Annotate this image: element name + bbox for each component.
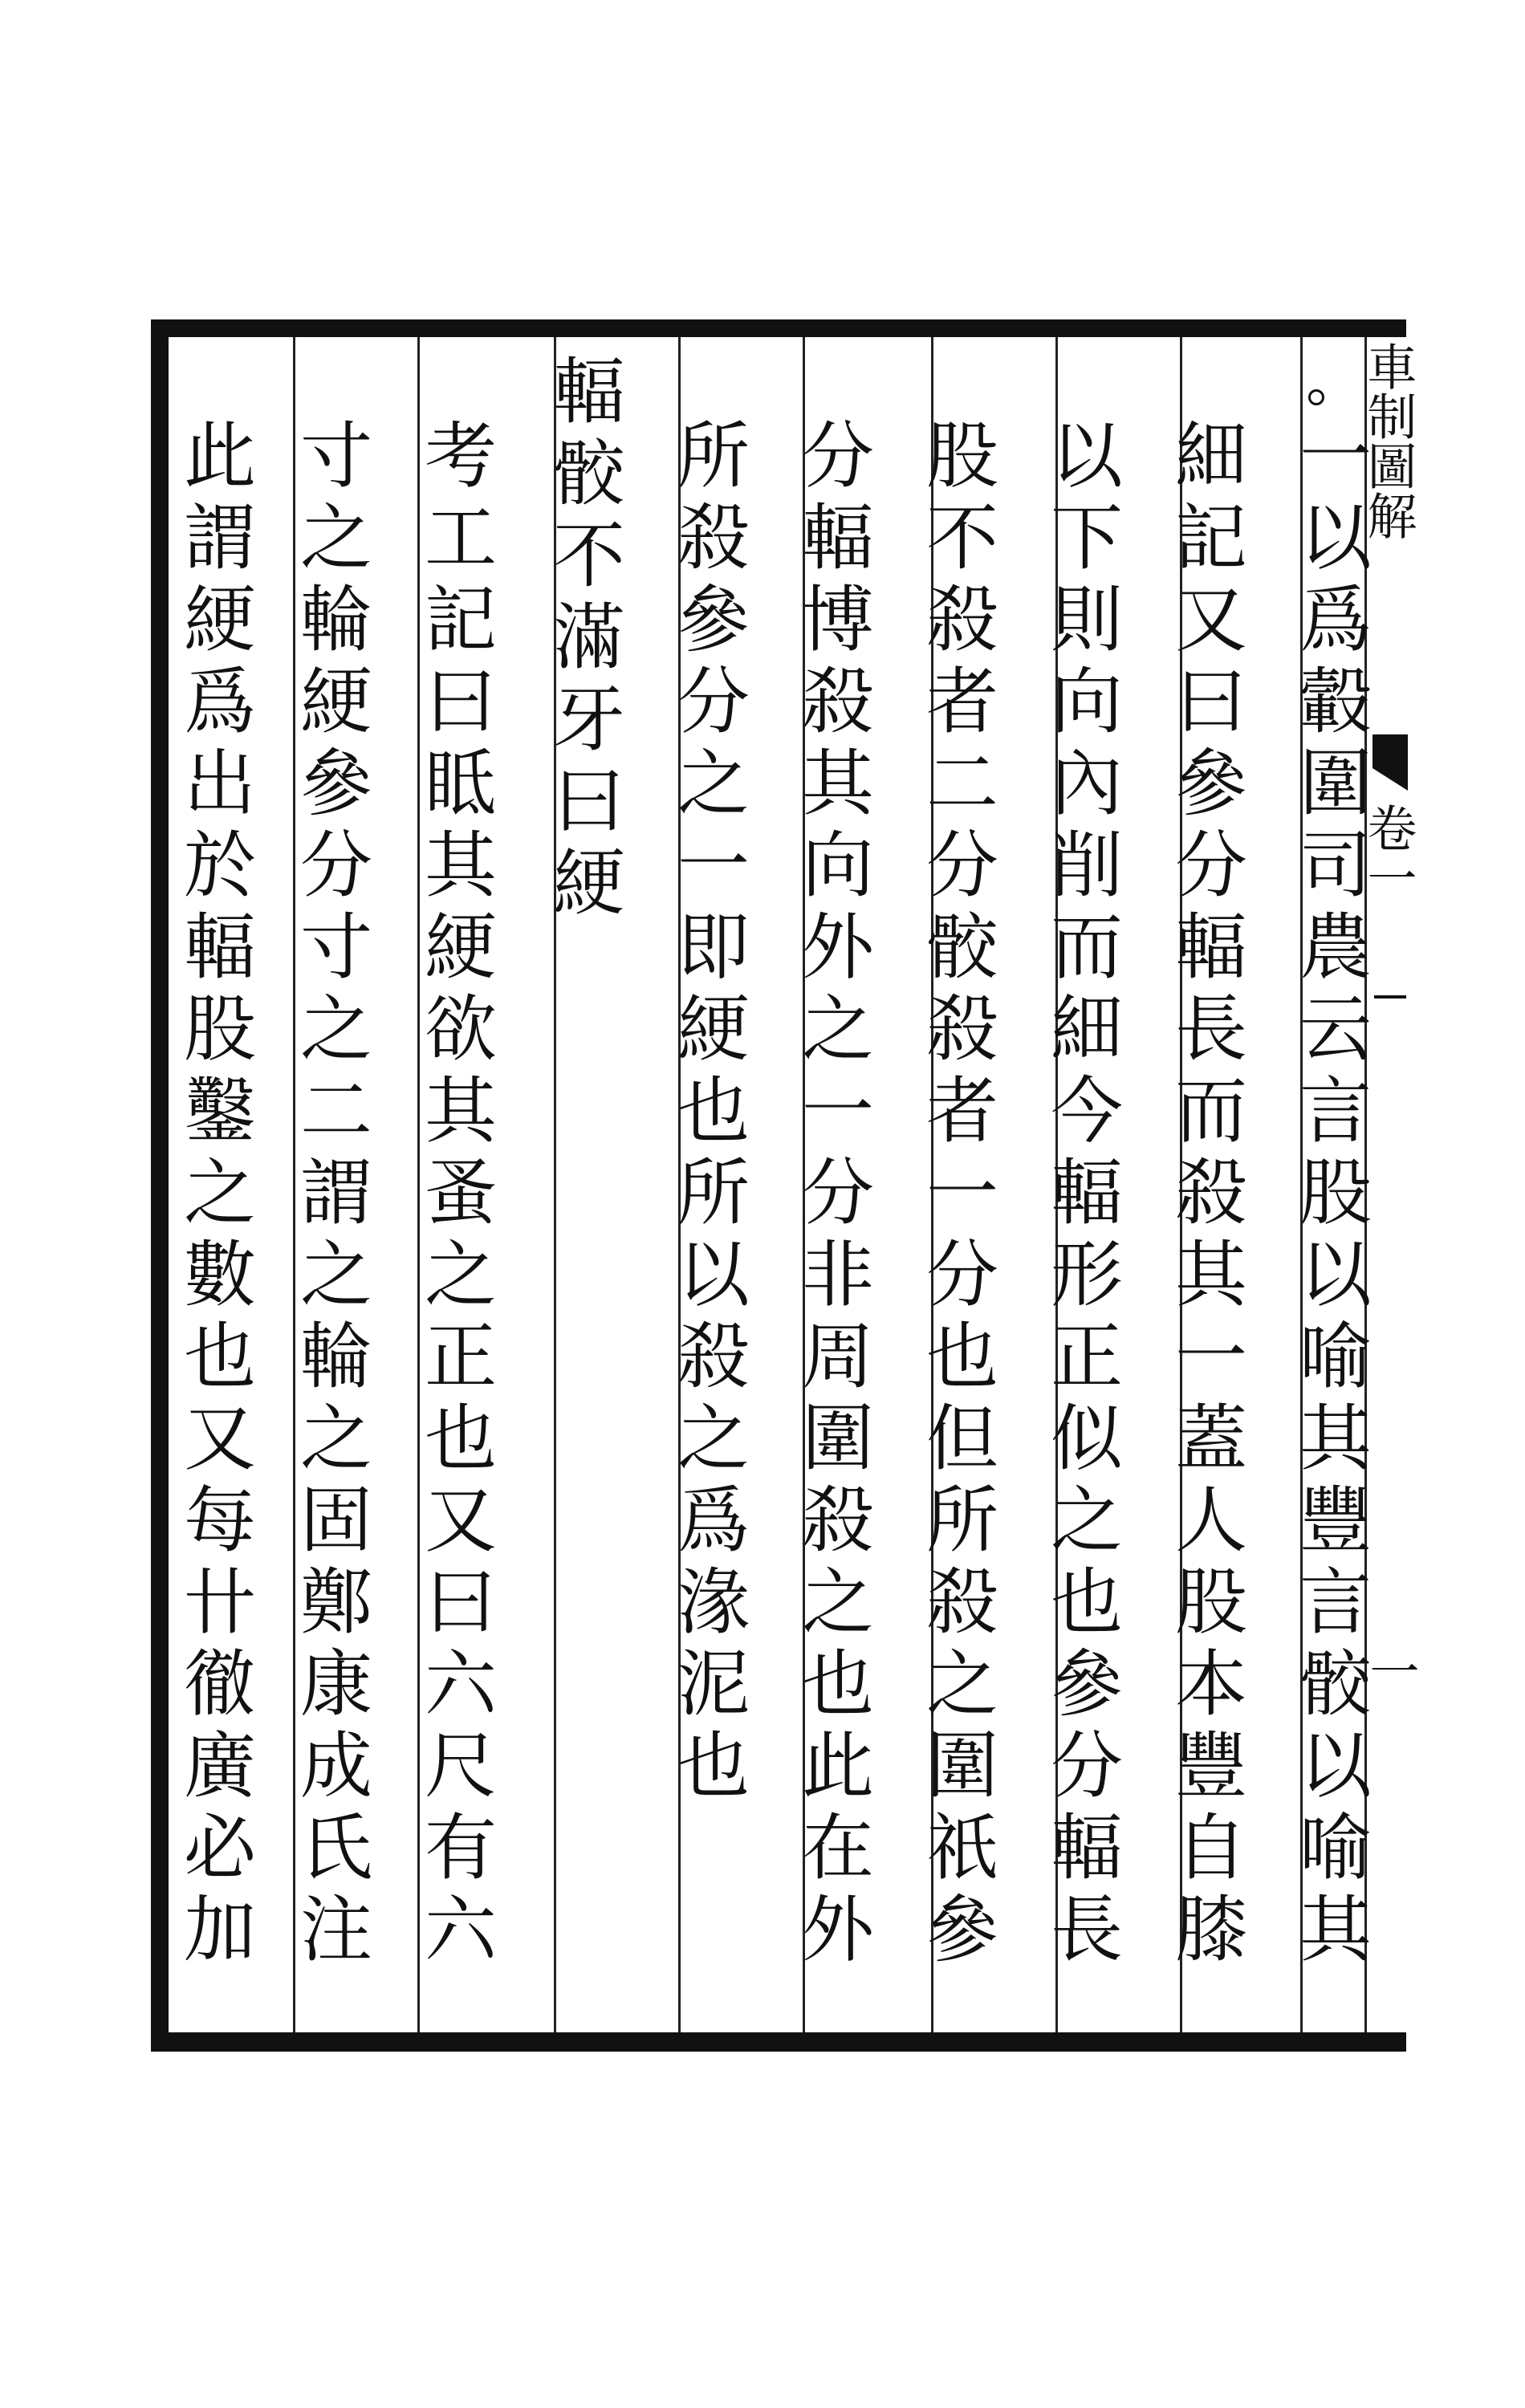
banner-page-number: 一 <box>1361 1645 1420 1695</box>
text-column-2: 細記又曰參分輻長而殺其一蓋人股本豐自膝 <box>1162 417 1246 1973</box>
annotation-mark <box>1308 389 1324 405</box>
text-column-8: 考工記曰眡其綆欲其蚤之正也又曰六尺有六 <box>412 417 496 1973</box>
banner-divider <box>1374 995 1406 999</box>
banner-volume: 卷一 <box>1359 803 1417 902</box>
text-column-3: 以下則向內削而細今輻形正似之也參分輻長 <box>1038 417 1122 1973</box>
text-column-5: 分輻博殺其向外之一分非周圍殺之也此在外 <box>789 417 873 1973</box>
text-column-9: 寸之輪綆參分寸之二謂之輪之固鄭康成氏注 <box>287 417 372 1973</box>
text-column-1: 一以爲轂圍司農云言股以喻其豐言骹以喻其 <box>1287 417 1371 1973</box>
text-column-10: 此謂綆爲出於輻股鑿之數也又每卄徹廣必加 <box>171 417 255 1973</box>
text-column-4: 股不殺者二分骹殺者一分也但所殺之圍祇參 <box>913 417 998 1973</box>
text-column-6: 所殺參分之一即綆也所以殺之爲湪泥也 <box>665 417 749 1809</box>
banner-title: 車制圖解 <box>1359 341 1417 540</box>
text-column-7: 輻骹不滿牙曰綆 <box>540 353 624 926</box>
